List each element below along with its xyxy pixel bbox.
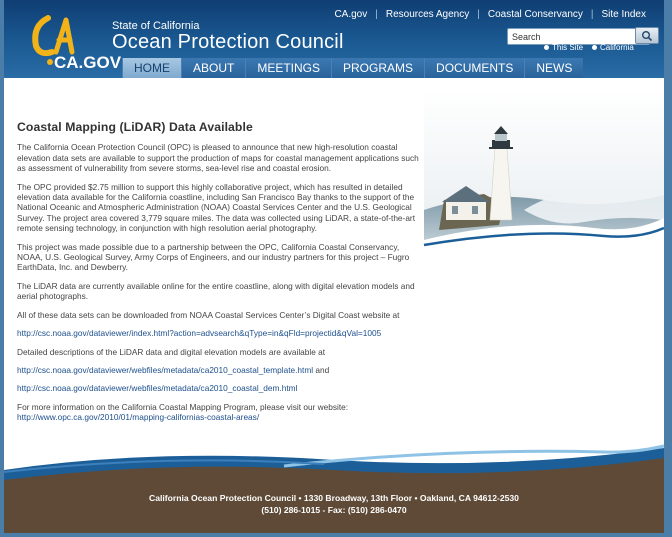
site-header xyxy=(4,0,664,78)
utility-links xyxy=(334,9,646,20)
footer-address: California Ocean Protection Council • 1330 Broadway, 13th Floor • Oakland, CA 94612-2530 xyxy=(149,493,519,503)
separator: | xyxy=(375,9,378,20)
link-paragraph xyxy=(17,383,427,393)
nav-about[interactable]: ABOUT xyxy=(181,58,245,78)
page-title: Coastal Mapping (LiDAR) Data Available xyxy=(17,120,253,134)
paragraph: The California Ocean Protection Council (OPC) is pleased to announce that new high-resolution coastal elevation data sets are available to support the production of maps for coastal management applications such as assessment of vulnerability from severe storms, sea-level rise and coastal erosion. xyxy=(17,142,419,174)
paragraph: All of these data sets can be downloaded from NOAA Coastal Services Center’s Digital Coast website at xyxy=(17,309,400,320)
link-paragraph xyxy=(17,365,427,375)
ca-gov-logo[interactable] xyxy=(28,12,122,72)
main-content xyxy=(17,122,427,431)
nav-meetings[interactable]: MEETINGS xyxy=(245,58,331,78)
search-scope xyxy=(544,43,634,52)
scope-label: California xyxy=(600,43,634,52)
logo-text: CA.GOV xyxy=(54,53,122,72)
nav-documents[interactable]: DOCUMENTS xyxy=(424,58,524,78)
opc-mapping-link[interactable]: http://www.opc.ca.gov/2010/01/mapping-californias-coastal-areas/ xyxy=(17,412,260,423)
dataviewer-link[interactable]: http://csc.noaa.gov/dataviewer/index.html?action=advsearch&qType=in&qFld=projectid&qVal=1005 xyxy=(17,328,382,339)
and-text: and xyxy=(315,364,330,375)
footer-wave xyxy=(4,438,664,533)
radio-icon xyxy=(592,45,597,50)
radio-icon xyxy=(544,45,549,50)
paragraph: This project was made possible due to a partnership between the OPC, California Coastal Conservancy, NOAA, U.S. Geological Survey, Army Corps of Engineers, and our industry partners for this project – Fugro EarthData, Inc. and Dewberry. xyxy=(17,241,410,273)
separator: | xyxy=(590,9,594,20)
main-nav xyxy=(122,58,583,78)
page-frame xyxy=(4,0,664,533)
link-paragraph xyxy=(17,328,427,338)
lighthouse-illustration xyxy=(424,90,664,250)
separator: | xyxy=(477,9,480,20)
link-site-index[interactable]: Site Index xyxy=(601,9,646,20)
paragraph: Detailed descriptions of the LiDAR data and digital elevation models are available at xyxy=(17,346,326,357)
scope-this-site[interactable] xyxy=(544,43,583,52)
state-name: State of California xyxy=(112,20,200,32)
site-title[interactable]: Ocean Protection Council xyxy=(112,31,344,53)
link-ca-gov[interactable]: CA.gov xyxy=(334,9,368,20)
site-footer xyxy=(4,492,664,516)
paragraph: The LiDAR data are currently available online for the entire coastline, along with digital elevation models and aerial photographs. xyxy=(17,280,415,302)
paragraph xyxy=(17,402,427,423)
more-info-text: For more information on the California Coastal Mapping Program, please visit our website: xyxy=(17,401,349,412)
nav-news[interactable]: NEWS xyxy=(524,58,583,78)
scope-label: This Site xyxy=(552,43,584,52)
paragraph: The OPC provided $2.75 million to support this highly collaborative project, which has resulted in detailed elevation data available for the California coastline, including San Francisco Bay thanks to the support of the National Oceanic and Atmospheric Administration (NOAA) Coastal Services Center and the U.S. Geological Survey. The project area covered 3,779 square miles. The data was collected using LiDAR, a state-of-the-art remote sensing technology, in conjunction with high resolution aerial photography. xyxy=(17,181,415,234)
link-resources-agency[interactable]: Resources Agency xyxy=(385,9,470,20)
nav-home[interactable]: HOME xyxy=(122,58,181,78)
search-icon xyxy=(641,30,653,42)
metadata-dem-link[interactable]: http://csc.noaa.gov/dataviewer/webfiles/metadata/ca2010_coastal_dem.html xyxy=(17,383,298,394)
link-coastal-conservancy[interactable]: Coastal Conservancy xyxy=(487,9,583,20)
nav-programs[interactable]: PROGRAMS xyxy=(331,58,424,78)
metadata-template-link[interactable]: http://csc.noaa.gov/dataviewer/webfiles/metadata/ca2010_coastal_template.html xyxy=(17,364,314,375)
scope-california[interactable] xyxy=(592,43,634,52)
footer-phone: (510) 286-1015 - Fax: (510) 286-0470 xyxy=(261,505,407,515)
search-button[interactable] xyxy=(635,27,659,44)
